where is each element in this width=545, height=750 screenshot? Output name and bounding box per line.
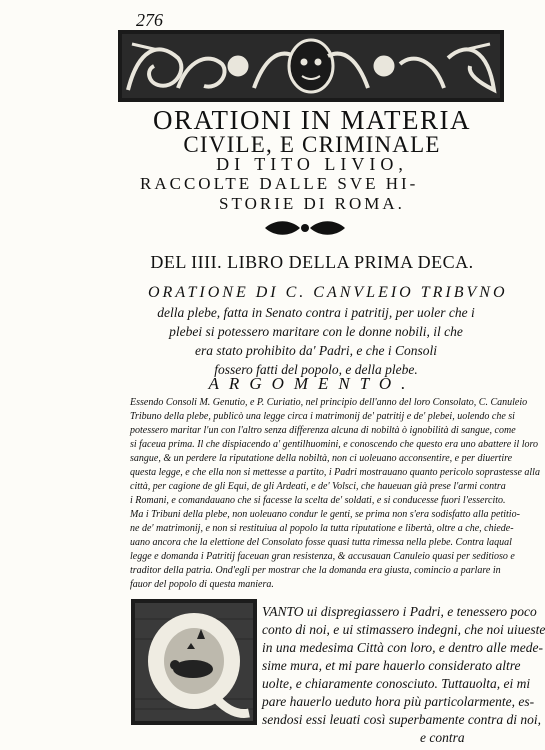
argomento-line: traditor della patria. Ond'egli per mostrar che la domanda era giusta, comincio a parlare in	[130, 565, 501, 576]
argomento-line: uano ancora che la elettione del Consolato fosse quasi tutta rimessa nella plebe. Contra laqual	[130, 537, 512, 548]
argomento-line: fauor del popolo di questa maniera.	[130, 579, 274, 590]
body-text-line: sendosi essi leuati così superbamente contra di noi,	[262, 712, 541, 727]
body-text-line: uolte, e chiaramente conosciuto. Tuttauolta, ei mi	[262, 676, 531, 691]
title-line-2: CIVILE, E CRIMINALE	[183, 132, 441, 157]
argomento-line: si faceua prima. Il che dispiacendo a' gentilhuomini, e conoscendo che questo era uno abattere il loro	[130, 439, 538, 450]
woodcut-headpiece	[118, 30, 504, 102]
argomento-heading: ARGOMENTO.	[208, 374, 416, 393]
body-text-line: pare hauerlo ueduto hora più particolarmente, es-	[262, 694, 535, 709]
title-line-5: STORIE DI ROMA.	[219, 194, 405, 213]
argomento-line: ne de' matrimonij, e non si restituiua al popolo la tutta riputatione e libertà, oltre a che, chiede-	[130, 523, 514, 534]
oration-subtitle-line: fossero fatti del popolo, e della plebe.	[214, 362, 418, 377]
argomento-line: Ma i Tribuni della plebe, non uoleuano condur le genti, se prima non s'era sodisfatto alla petitio-	[130, 509, 520, 520]
argomento-line: questa legge, e che ella non si mettesse a partito, i Padri mostrauano quanto pericolo soprastesse alla	[130, 467, 540, 478]
body-text-line: e contra	[420, 730, 465, 745]
page-number: 276	[136, 10, 163, 30]
title-line-4: RACCOLTE DALLE SVE HI-	[140, 174, 419, 193]
argomento-line: Essendo Consoli M. Genutio, e P. Curiatio, nel principio dell'anno del loro Consolato, C. Canuleio	[130, 397, 528, 408]
oration-subtitle-line: plebei si potessero maritare con le donne nobili, il che	[169, 324, 463, 339]
body-text-line: in una medesima Città con loro, e dentro alle mede-	[262, 640, 543, 655]
argomento-line: città, per cagione de gli Equi, de gli Ardeati, e de' Volsci, che haueuan già prese l'armi contra	[130, 481, 506, 492]
body-text-line: VANTO ui dispregiassero i Padri, e tenessero poco	[262, 604, 537, 619]
title-line-3: DI TITO LIVIO,	[216, 154, 408, 174]
ornament-divider	[260, 217, 350, 239]
oration-subtitle-line: era stato prohibito da' Padri, e che i Consoli	[194, 343, 437, 358]
title-line-1: ORATIONI IN MATERIA	[153, 105, 471, 135]
body-text-line: sime mura, et mi pare hauerlo considerato altre	[262, 658, 521, 673]
book-heading: DEL IIII. LIBRO DELLA PRIMA DECA.	[150, 252, 474, 272]
argomento-line: Tribuno della plebe, publicò una legge circa i matrimonij de' patritij e de' plebei, uolendo che si	[130, 411, 515, 422]
argomento-line: sangue, & un perdere la riputatione della nobiltà, non ci uoleuano acconsentire, e per diuertire	[130, 453, 513, 464]
oration-title: ORATIONE DI C. CANVLEIO TRIBVNO	[148, 284, 508, 301]
argomento-line: potessero maritar l'un con l'altro senza differenza alcuna di nobiltà ò ignobilità di sangue, come	[130, 425, 516, 436]
drop-cap-q-woodcut	[131, 599, 257, 725]
body-text-line: conto di noi, e ui stimassero indegni, che noi uiueste	[262, 622, 545, 637]
oration-subtitle-line: della plebe, fatta in Senato contra i patritij, per uoler che i	[157, 305, 475, 320]
argomento-line: legge e domanda i Patritij faceuan gran resistenza, & accusauan Canuleio quasi per seditioso e	[130, 551, 515, 562]
argomento-line: i Romani, e comandauano che si facesse la scelta de' soldati, e si conducesse fuori l'essercito.	[130, 495, 506, 506]
